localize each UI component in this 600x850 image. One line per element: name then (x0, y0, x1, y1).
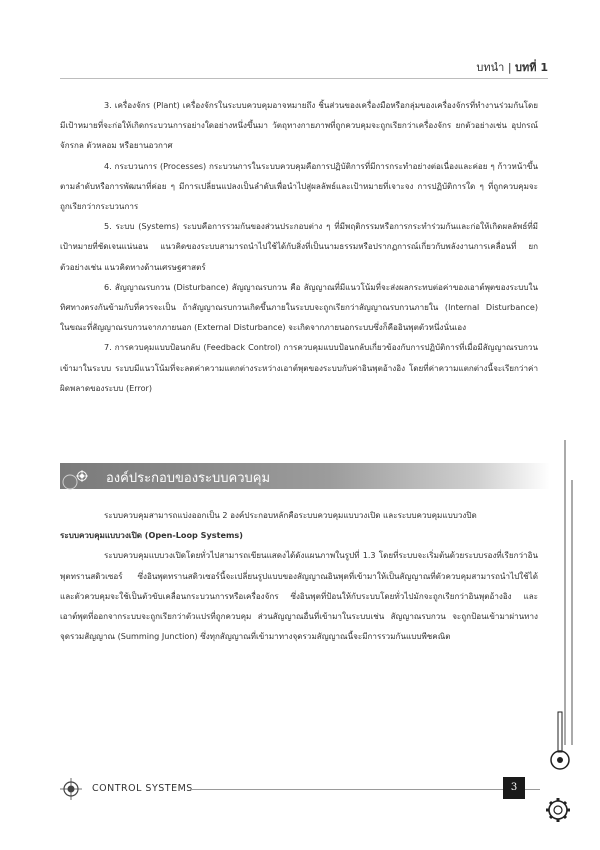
open-loop-heading: ระบบควบคุมแบบวงเปิด (Open-Loop Systems) (60, 530, 243, 541)
paragraph-systems: 5. ระบบ (Systems) ระบบคือการรวมกันของส่วนประกอบต่าง ๆ ที่มีพฤติกรรมหรือการกระทำร่วมกันและก่อให้เกิดผลลัพธ์ที่มีเป้าหมายที่ชัดเจนแน่นอน แนวคิดของระบบสามารถนำไปใช้ได้กับสิ่งที่เป็นนามธรรมหรือปรากฏการณ์เกี่ยวกับพลังงานการเคลื่อนที่ ยกตัวอย่างเช่น แนวคิดทางด้านเศรษฐศาสตร์ (60, 221, 538, 272)
open-loop-paragraph: ระบบควบคุมแบบวงเปิดโดยทั่วไปสามารถเขียนแสดงได้ดังแผนภาพในรูปที่ 1.3 โดยที่ระบบจะเริ่มต้นด้วยระบบรองที่เรียกว่าอินพุตทรานสดิวเซอร์ ซึ่งอินพุตทรานสดิวเซอร์นี้จะเปลี่ยนรูปแบบของสัญญาณอินพุตที่เข้ามาให้เป็นสัญญาณที่ตัวควบคุมสามารถนำไปใช้ได้ และตัวควบคุมจะใช้เป็นตัวขับเคลื่อนกระบวนการหรือเครื่องจักร ซึ่งอินพุตที่ป้อนให้กับระบบโดยทั่วไปมักจะถูกเรียกว่าอินพุตอ้างอิง และเอาต์พุตที่ออกจากระบบจะถูกเรียกว่าตัวแปรที่ถูกควบคุม ส่วนสัญญาณอื่นที่เข้ามาในระบบเช่น สัญญาณรบกวน จะถูกป้อนเข้ามาผ่านทางจุดรวมสัญญาณ (Summing Junction) ซึ่งทุกสัญญาณที่เข้ามาทางจุดรวมสัญญาณนี้จะมีการรวมกันแบบพีชคณิต (60, 550, 538, 642)
gear-icon (551, 712, 569, 769)
paragraph-processes: 4. กระบวนการ (Processes) กระบวนการในระบบควบคุมคือการปฏิบัติการที่มีการกระทำอย่างต่อเนื่องและค่อย ๆ ก้าวหน้าขึ้นตามลำดับหรือการพัฒนาที่ค่อย ๆ มีการเปลี่ยนแปลงเป็นลำดับเพื่อนำไปสู่ผลลัพธ์และเป้าหมายที่เจาะจง การปฏิบัติการใด ๆ ที่ถูกควบคุมจะถูกเรียกว่ากระบวนการ (60, 160, 538, 212)
section-title: องค์ประกอบของระบบควบคุม (106, 471, 271, 486)
paragraph-plant: 3. เครื่องจักร (Plant) เครื่องจักรในระบบควบคุมอาจหมายถึง ชิ้นส่วนของเครื่องมือหรือกลุ่มของเครื่องจักรที่ทำงานร่วมกันโดยมีเป้าหมายที่จะก่อให้เกิดกระบวนการอย่างใดอย่างหนึ่งขึ้นมา วัตถุทางกายภาพที่ถูกควบคุมจะถูกเรียกว่าเครื่องจักร ยกตัวอย่างเช่น อุปกรณ์จักรกล ตัวหลอม หรือยานอวกาศ (60, 100, 538, 151)
crosshair-circle-icon (60, 778, 82, 800)
page-number: 3 (503, 777, 525, 799)
components-block (60, 505, 538, 646)
chapter-prefix: บทนำ | (476, 61, 516, 74)
intro-paragraph: ระบบควบคุมสามารถแบ่งออกเป็น 2 องค์ประกอบหลักคือระบบควบคุมแบบวงเปิด และระบบควบคุมแบบวงปิด (104, 510, 477, 520)
paragraph-feedback-control: 7. การควบคุมแบบป้อนกลับ (Feedback Control) การควบคุมแบบป้อนกลับเกี่ยวข้องกับการปฏิบัติการที่เมื่อมีสัญญาณรบกวนเข้ามาในระบบ ระบบมีแนวโน้มที่จะลดค่าความแตกต่างระหว่างเอาต์พุตของระบบกับค่าอินพุตอ้างอิง โดยที่ค่าความแตกต่างนี้จะเรียกว่าค่าผิดพลาดของระบบ (Error) (60, 342, 538, 393)
footer-label: CONTROL SYSTEMS (92, 783, 193, 794)
footer-divider (190, 789, 540, 790)
paragraph-disturbance: 6. สัญญาณรบกวน (Disturbance) สัญญาณรบกวน คือ สัญญาณที่มีแนวโน้มที่จะส่งผลกระทบต่อค่าของเอาต์พุตของระบบในทิศทางตรงกันข้ามกับที่ควรจะเป็น ถ้าสัญญาณรบกวนเกิดขึ้นภายในระบบจะถูกเรียกว่าสัญญาณรบกวนภายใน (Internal Disturbance) ในขณะที่สัญญาณรบกวนจากภายนอก (External Disturbance) จะเกิดจากภายนอกระบบซึ่งก็คืออินพุตตัวหนึ่งนั่นเอง (60, 281, 538, 333)
chapter-indicator (476, 58, 548, 76)
section-heading-bar (60, 463, 550, 489)
page-footer (60, 778, 500, 800)
crosshair-circle-icon (76, 470, 88, 482)
chapter-label: บทที่ 1 (515, 61, 548, 74)
page-header (60, 56, 548, 79)
definitions-block (60, 95, 538, 398)
gear-outline-icon (546, 798, 570, 822)
